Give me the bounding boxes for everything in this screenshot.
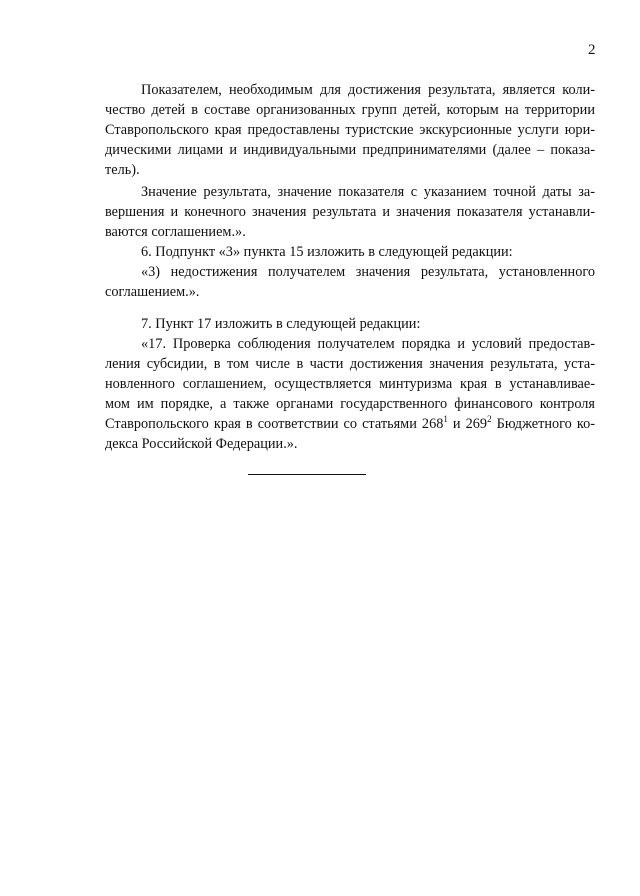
text-line: соглашением.». <box>105 284 200 300</box>
text-line: «17. Проверка соблюдения получателем порядка и условий предостав- <box>141 336 595 352</box>
text-line: тель). <box>105 162 140 178</box>
text-line: «3) недостижения получателем значения результата, установленного <box>141 264 595 280</box>
superscript: 1 <box>443 414 448 424</box>
text-fragment: и 269 <box>447 416 488 432</box>
text-line: дическими лицами и индивидуальными предпринимателями (далее – показа- <box>105 142 595 158</box>
text-line: чество детей в составе организованных групп детей, которым на территории <box>105 102 595 118</box>
text-line: декса Российской Федерации.». <box>105 436 298 452</box>
page-number: 2 <box>588 42 596 58</box>
text-line: вершения и конечного значения результата и значения показателя устанавли- <box>105 204 595 220</box>
text-line: новленного соглашением, осуществляется минтуризма края в устанавливае- <box>105 376 595 392</box>
text-line: Показателем, необходимым для достижения результата, является коли- <box>141 82 595 98</box>
superscript: 2 <box>487 414 492 424</box>
text-line-with-superscripts <box>105 414 595 434</box>
text-line: ваются соглашением.». <box>105 224 246 240</box>
text-line: Ставропольского края предоставлены туристские экскурсионные услуги юри- <box>105 122 595 138</box>
text-line: мом им порядке, а также органами государственного финансового контроля <box>105 396 595 412</box>
text-fragment: Ставропольского края в соответствии со статьями 268 <box>105 416 444 432</box>
text-line: 6. Подпункт «3» пункта 15 изложить в следующей редакции: <box>141 244 513 260</box>
text-fragment: Бюджетного ко- <box>491 416 595 432</box>
text-line: 7. Пункт 17 изложить в следующей редакции: <box>141 316 421 332</box>
end-divider-line <box>248 474 366 475</box>
text-line: ления субсидии, в том числе в части достижения значения результата, уста- <box>105 356 595 372</box>
text-line: Значение результата, значение показателя с указанием точной даты за- <box>141 184 595 200</box>
